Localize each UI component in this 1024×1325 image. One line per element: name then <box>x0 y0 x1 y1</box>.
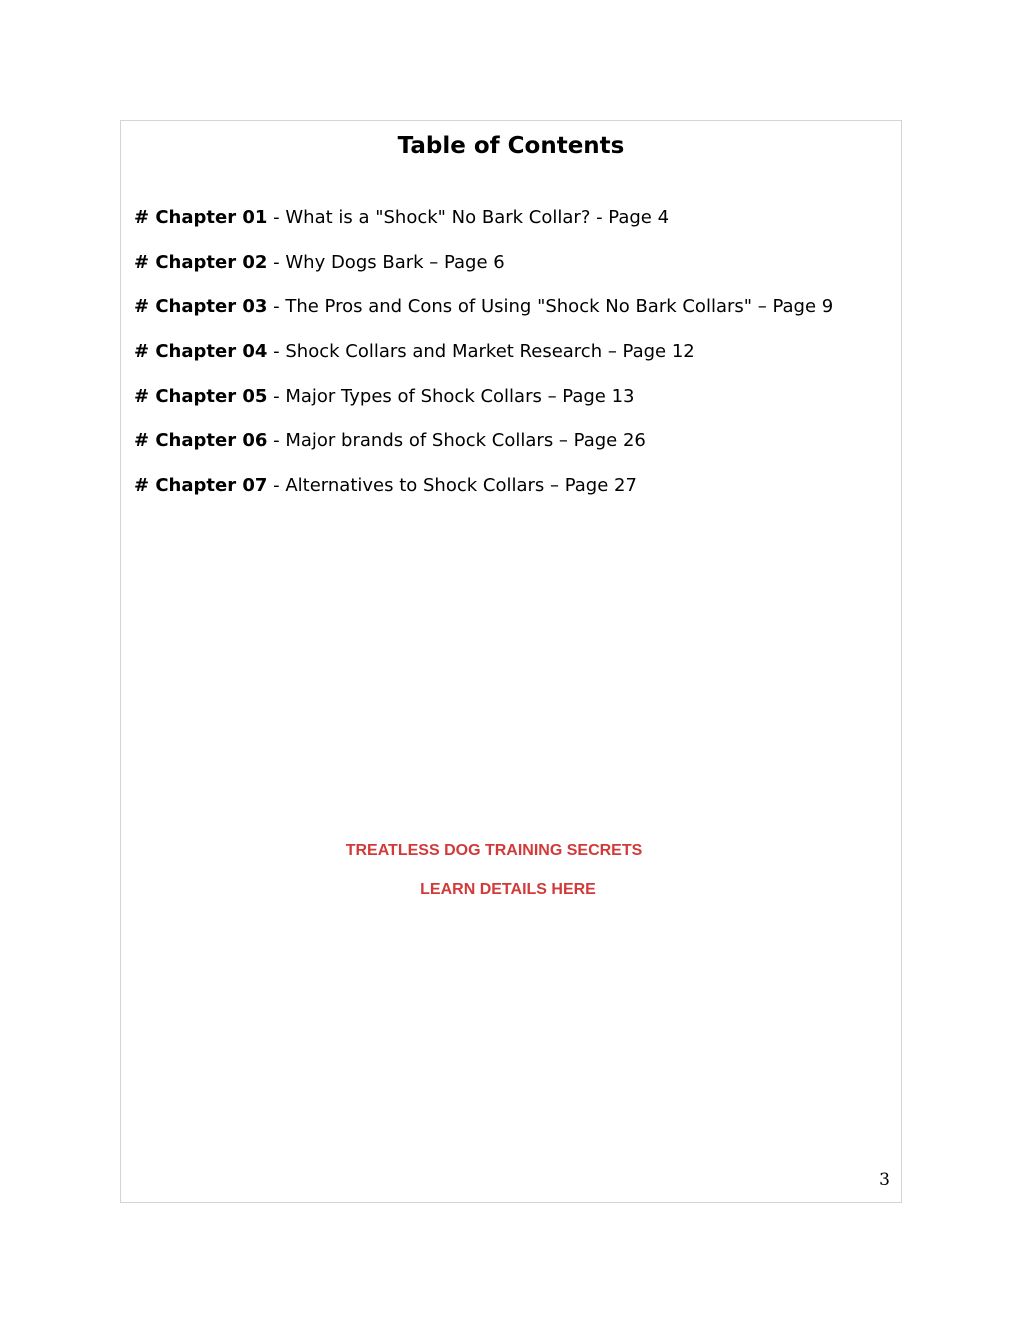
promo-headline-link[interactable]: TREATLESS DOG TRAINING SECRETS <box>345 842 643 859</box>
chapter-number: # Chapter 02 <box>134 251 268 273</box>
page-number: 3 <box>879 1170 890 1190</box>
chapter-number: # Chapter 01 <box>134 207 268 228</box>
chapter-number: # Chapter 05 <box>134 385 268 407</box>
chapter-description: - Major brands of Shock Collars – Page 26 <box>267 430 646 452</box>
toc-title: Table of Contents <box>397 133 625 159</box>
chapter-number: # Chapter 04 <box>134 341 268 363</box>
toc-entry-03[interactable] <box>134 294 833 320</box>
chapter-number: # Chapter 06 <box>134 430 268 452</box>
chapter-number: # Chapter 03 <box>134 296 268 318</box>
toc-entry-07[interactable] <box>134 473 833 499</box>
chapter-description: - The Pros and Cons of Using "Shock No Bark Collars" – Page 9 <box>267 296 834 318</box>
chapter-description: - Shock Collars and Market Research – Page 12 <box>267 341 695 363</box>
toc-entry-01[interactable] <box>134 205 833 231</box>
toc-entry-02[interactable] <box>134 250 833 276</box>
toc-entry-05[interactable] <box>134 384 833 410</box>
chapter-description: - What is a "Shock" No Bark Collar? - Page 4 <box>267 207 670 228</box>
toc-list <box>134 205 833 518</box>
chapter-description: - Alternatives to Shock Collars – Page 27 <box>267 475 637 497</box>
toc-entry-04[interactable] <box>134 339 833 365</box>
toc-entry-06[interactable] <box>134 428 833 454</box>
page-frame <box>120 120 902 1203</box>
chapter-description: - Major Types of Shock Collars – Page 13 <box>267 385 635 407</box>
chapter-number: # Chapter 07 <box>134 475 268 497</box>
learn-details-link[interactable]: LEARN DETAILS HERE <box>420 881 596 898</box>
chapter-description: - Why Dogs Bark – Page 6 <box>267 251 505 273</box>
